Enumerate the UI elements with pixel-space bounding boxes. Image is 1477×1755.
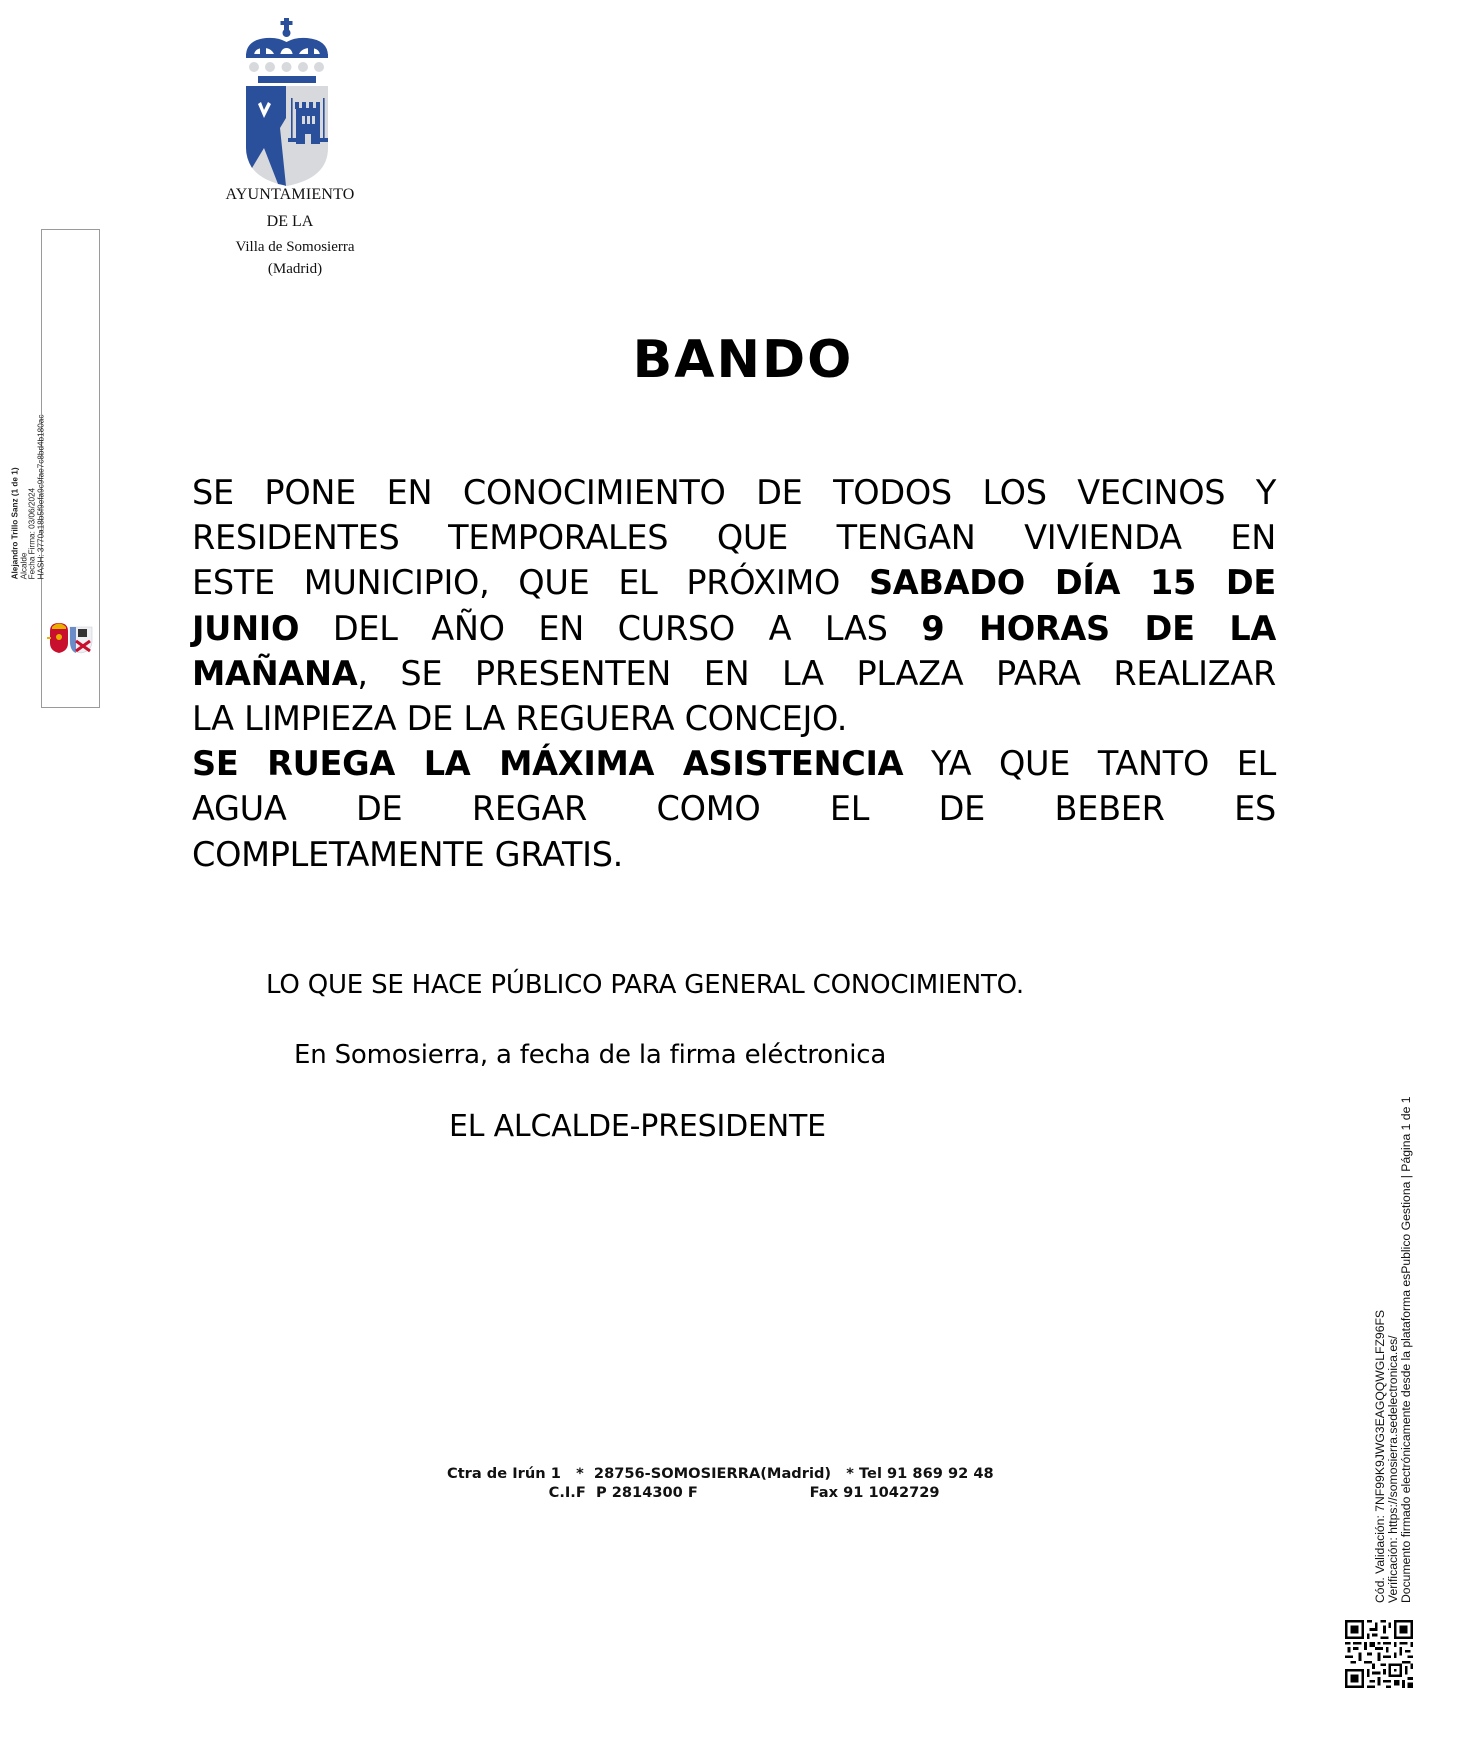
body-line bbox=[192, 606, 1276, 651]
signer-name: Alejandro Trillo Sanz (1 de 1) bbox=[10, 467, 20, 579]
body-line bbox=[192, 470, 1276, 515]
signature-hash: HASH: 3770a18b5f9efa9c9fae7c8bd4b180ac bbox=[36, 414, 46, 579]
bando-body bbox=[192, 470, 1276, 877]
verification-text bbox=[1374, 1096, 1412, 1603]
signer-role: Alcalde bbox=[19, 552, 29, 579]
event-time: 9 HORAS DE LA bbox=[921, 608, 1277, 648]
body-line bbox=[192, 832, 1276, 877]
body-line bbox=[192, 515, 1276, 560]
event-date: SABADO DÍA 15 DE bbox=[868, 563, 1276, 603]
letterhead-line-province: (Madrid) bbox=[267, 261, 323, 277]
verification-url[interactable]: Verificación: https://somosierra.sedelectronica.es/ bbox=[1385, 1335, 1400, 1603]
letterhead-line-de-la: DE LA bbox=[266, 213, 314, 230]
signature-stamp bbox=[10, 229, 100, 708]
closing-place-date: En Somosierra, a fecha de la firma eléctronica bbox=[294, 1040, 887, 1070]
body-text: DEL AÑO EN CURSO A LAS bbox=[299, 608, 922, 648]
body-line bbox=[192, 786, 1276, 831]
footer-line-cif-fax: C.I.F P 2814300 F Fax 91 1042729 bbox=[447, 1484, 940, 1501]
municipal-coat-of-arms bbox=[244, 18, 330, 186]
body-text: ESTE MUNICIPIO, QUE EL PRÓXIMO bbox=[192, 563, 869, 603]
document-title: BANDO bbox=[632, 330, 854, 390]
qr-code-icon bbox=[1345, 1620, 1413, 1688]
body-text: RESIDENTES TEMPORALES QUE TENGAN VIVIENDA EN bbox=[192, 518, 1276, 558]
body-text: , SE PRESENTEN EN LA PLAZA PARA REALIZAR bbox=[357, 653, 1276, 693]
coat-of-arms-icon bbox=[244, 18, 330, 186]
body-text: YA QUE TANTO EL bbox=[903, 744, 1276, 784]
letterhead-line-villa: Villa de Somosierra bbox=[235, 239, 355, 255]
body-line bbox=[192, 651, 1276, 696]
body-line bbox=[192, 560, 1276, 605]
body-text: SE PONE EN CONOCIMIENTO DE TODOS LOS VECINOS Y bbox=[192, 473, 1276, 512]
validation-code: Cód. Validación: 7NF99K9JWG3EAGQQWGLFZ96FS bbox=[1373, 1309, 1387, 1603]
body-line bbox=[192, 741, 1276, 786]
body-text: COMPLETAMENTE GRATIS. bbox=[192, 834, 624, 874]
body-text: AGUA DE REGAR COMO EL DE BEBER ES bbox=[192, 789, 1276, 829]
body-line bbox=[192, 696, 1276, 741]
body-text: LA LIMPIEZA DE LA REGUERA CONCEJO. bbox=[192, 699, 848, 739]
event-time-suffix: MAÑANA bbox=[192, 653, 358, 693]
signature-crest-icons bbox=[46, 619, 96, 655]
footer-address bbox=[447, 1464, 1007, 1502]
signature-date: Fecha Firma: 03/06/2024 bbox=[27, 487, 37, 579]
event-month: JUNIO bbox=[192, 608, 300, 648]
signature-platform-note: Documento firmado electrónicamente desde la plataforma esPublico Gestiona | Página 1 de 1 bbox=[1398, 1096, 1413, 1603]
closing-public-notice: LO QUE SE HACE PÚBLICO PARA GENERAL CONOCIMIENTO. bbox=[266, 970, 1024, 1000]
footer-line-address: Ctra de Irún 1 * 28756-SOMOSIERRA(Madrid) * Tel 91 869 92 48 bbox=[447, 1465, 994, 1482]
letterhead-line-ayuntamiento: AYUNTAMIENTO bbox=[225, 186, 355, 203]
attendance-request: SE RUEGA LA MÁXIMA ASISTENCIA bbox=[192, 744, 904, 784]
closing-signatory: EL ALCALDE-PRESIDENTE bbox=[449, 1109, 826, 1144]
